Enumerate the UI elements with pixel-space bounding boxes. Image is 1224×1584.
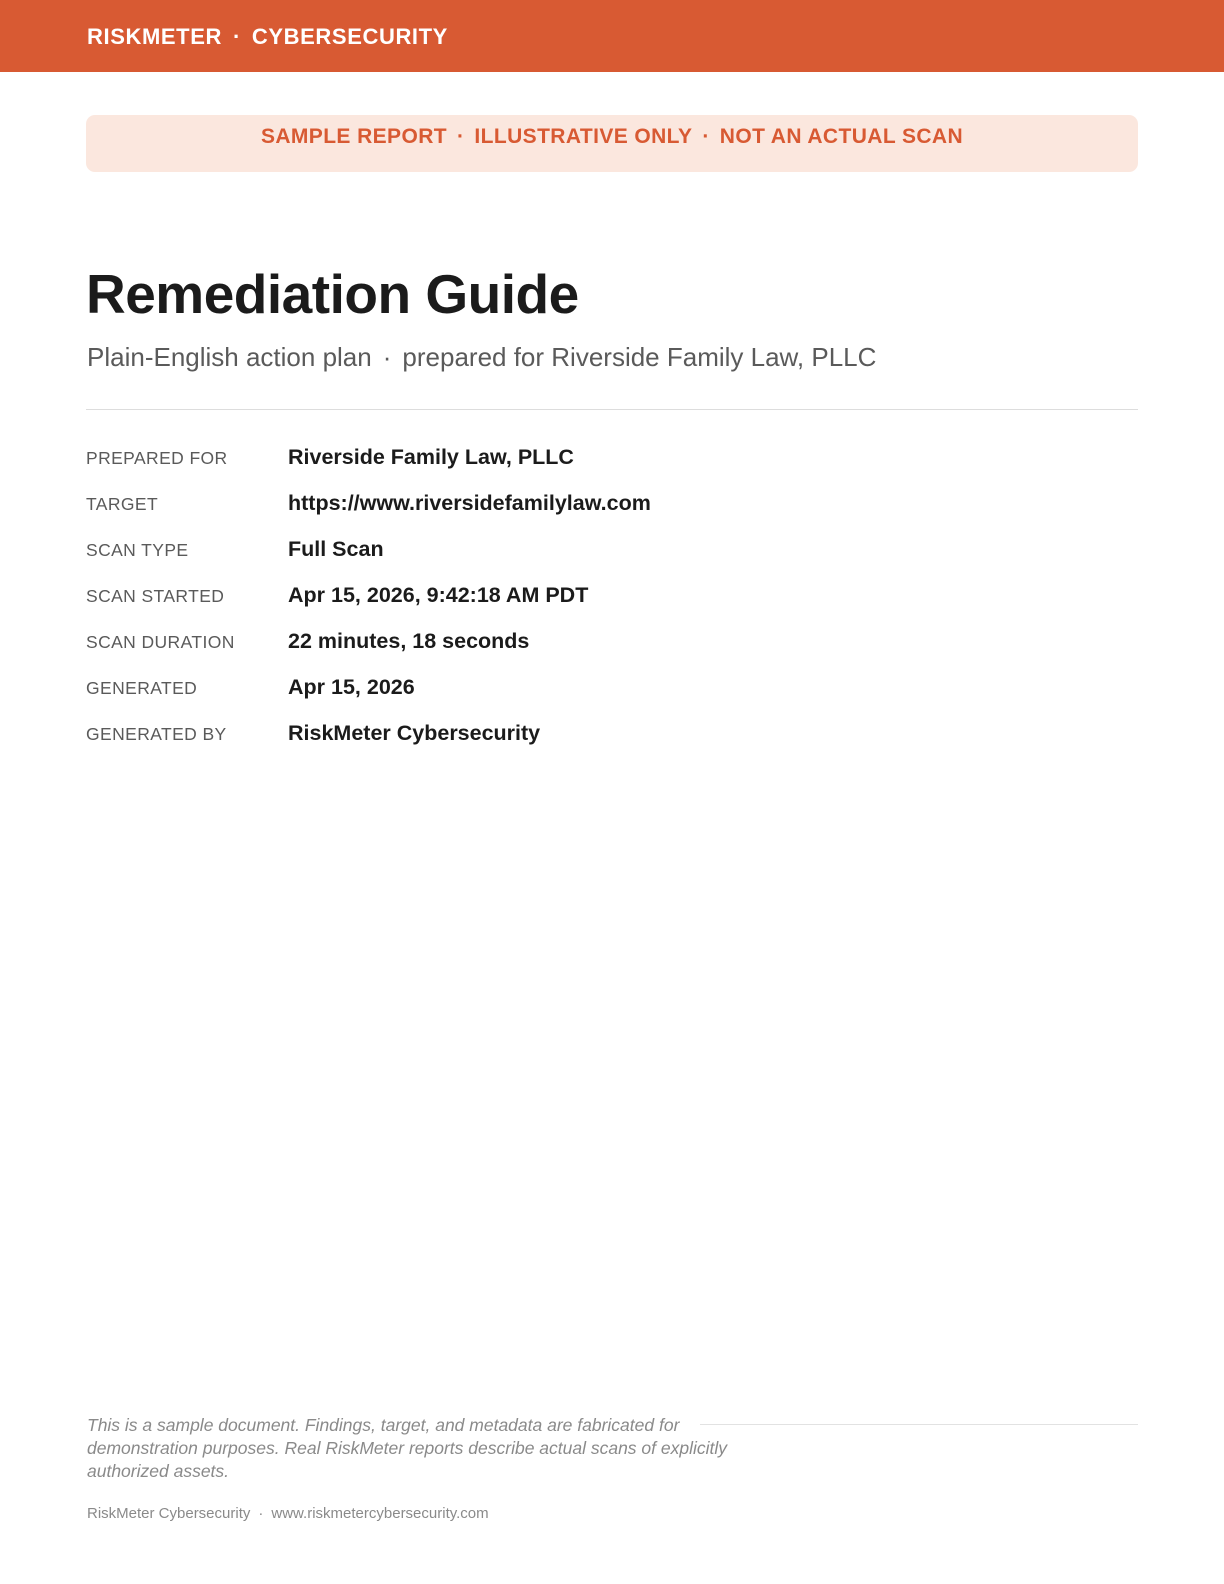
metadata-value: Apr 15, 2026, 9:42:18 AM PDT <box>288 583 589 607</box>
footer-separator: · <box>258 1505 264 1522</box>
metadata-row-scan-duration <box>86 629 986 675</box>
metadata-value: Full Scan <box>288 537 384 561</box>
metadata-value: Apr 15, 2026 <box>288 675 415 699</box>
subtitle-description: Plain-English action plan <box>87 342 372 372</box>
metadata-value: 22 minutes, 18 seconds <box>288 629 530 653</box>
metadata-row-scan-type <box>86 537 986 583</box>
metadata-label: SCAN DURATION <box>86 632 235 652</box>
report-metadata-table <box>86 445 986 767</box>
metadata-value: RiskMeter Cybersecurity <box>288 721 541 745</box>
metadata-label: PREPARED FOR <box>86 448 228 468</box>
metadata-label: GENERATED BY <box>86 724 227 744</box>
metadata-label: SCAN TYPE <box>86 540 189 560</box>
header-separator: · <box>232 24 241 49</box>
footer-company-line <box>87 1505 489 1522</box>
banner-text <box>261 125 963 148</box>
banner-item-sample-report: SAMPLE REPORT <box>260 125 447 148</box>
subtitle-separator: · <box>382 342 392 372</box>
metadata-label: GENERATED <box>86 678 198 698</box>
document-title: Remediation Guide <box>86 263 579 325</box>
sample-disclaimer: This is a sample document. Findings, target, and metadata are fabricated for demonstration purposes. Real RiskMeter reports describe actual scans of explicitly authorized assets. <box>87 1415 728 1481</box>
sample-report-banner <box>86 115 1138 172</box>
banner-item-not-actual-scan: NOT AN ACTUAL SCAN <box>719 125 964 148</box>
metadata-label: TARGET <box>86 494 159 514</box>
banner-item-illustrative-only: ILLUSTRATIVE ONLY <box>474 125 693 148</box>
banner-separator: · <box>702 125 710 148</box>
metadata-label: SCAN STARTED <box>86 586 225 606</box>
brand-header-bar <box>0 0 1224 72</box>
subtitle-prepared-for: prepared for Riverside Family Law, PLLC <box>402 342 877 372</box>
brand-division: CYBERSECURITY <box>251 24 448 49</box>
brand-name: RISKMETER <box>87 24 222 49</box>
document-subtitle <box>87 342 876 373</box>
metadata-row-prepared-for <box>86 445 986 491</box>
brand-header-text <box>87 24 448 50</box>
footer-company-name: RiskMeter Cybersecurity <box>87 1505 251 1522</box>
banner-separator: · <box>457 125 465 148</box>
footer-divider <box>700 1424 1138 1425</box>
metadata-row-target <box>86 491 986 537</box>
metadata-row-scan-started <box>86 583 986 629</box>
title-divider <box>86 409 1138 410</box>
metadata-row-generated-by <box>86 721 986 767</box>
footer-website: www.riskmetercybersecurity.com <box>271 1505 489 1522</box>
metadata-row-generated <box>86 675 986 721</box>
metadata-value: https://www.riversidefamilylaw.com <box>288 491 651 515</box>
metadata-value: Riverside Family Law, PLLC <box>288 445 574 469</box>
